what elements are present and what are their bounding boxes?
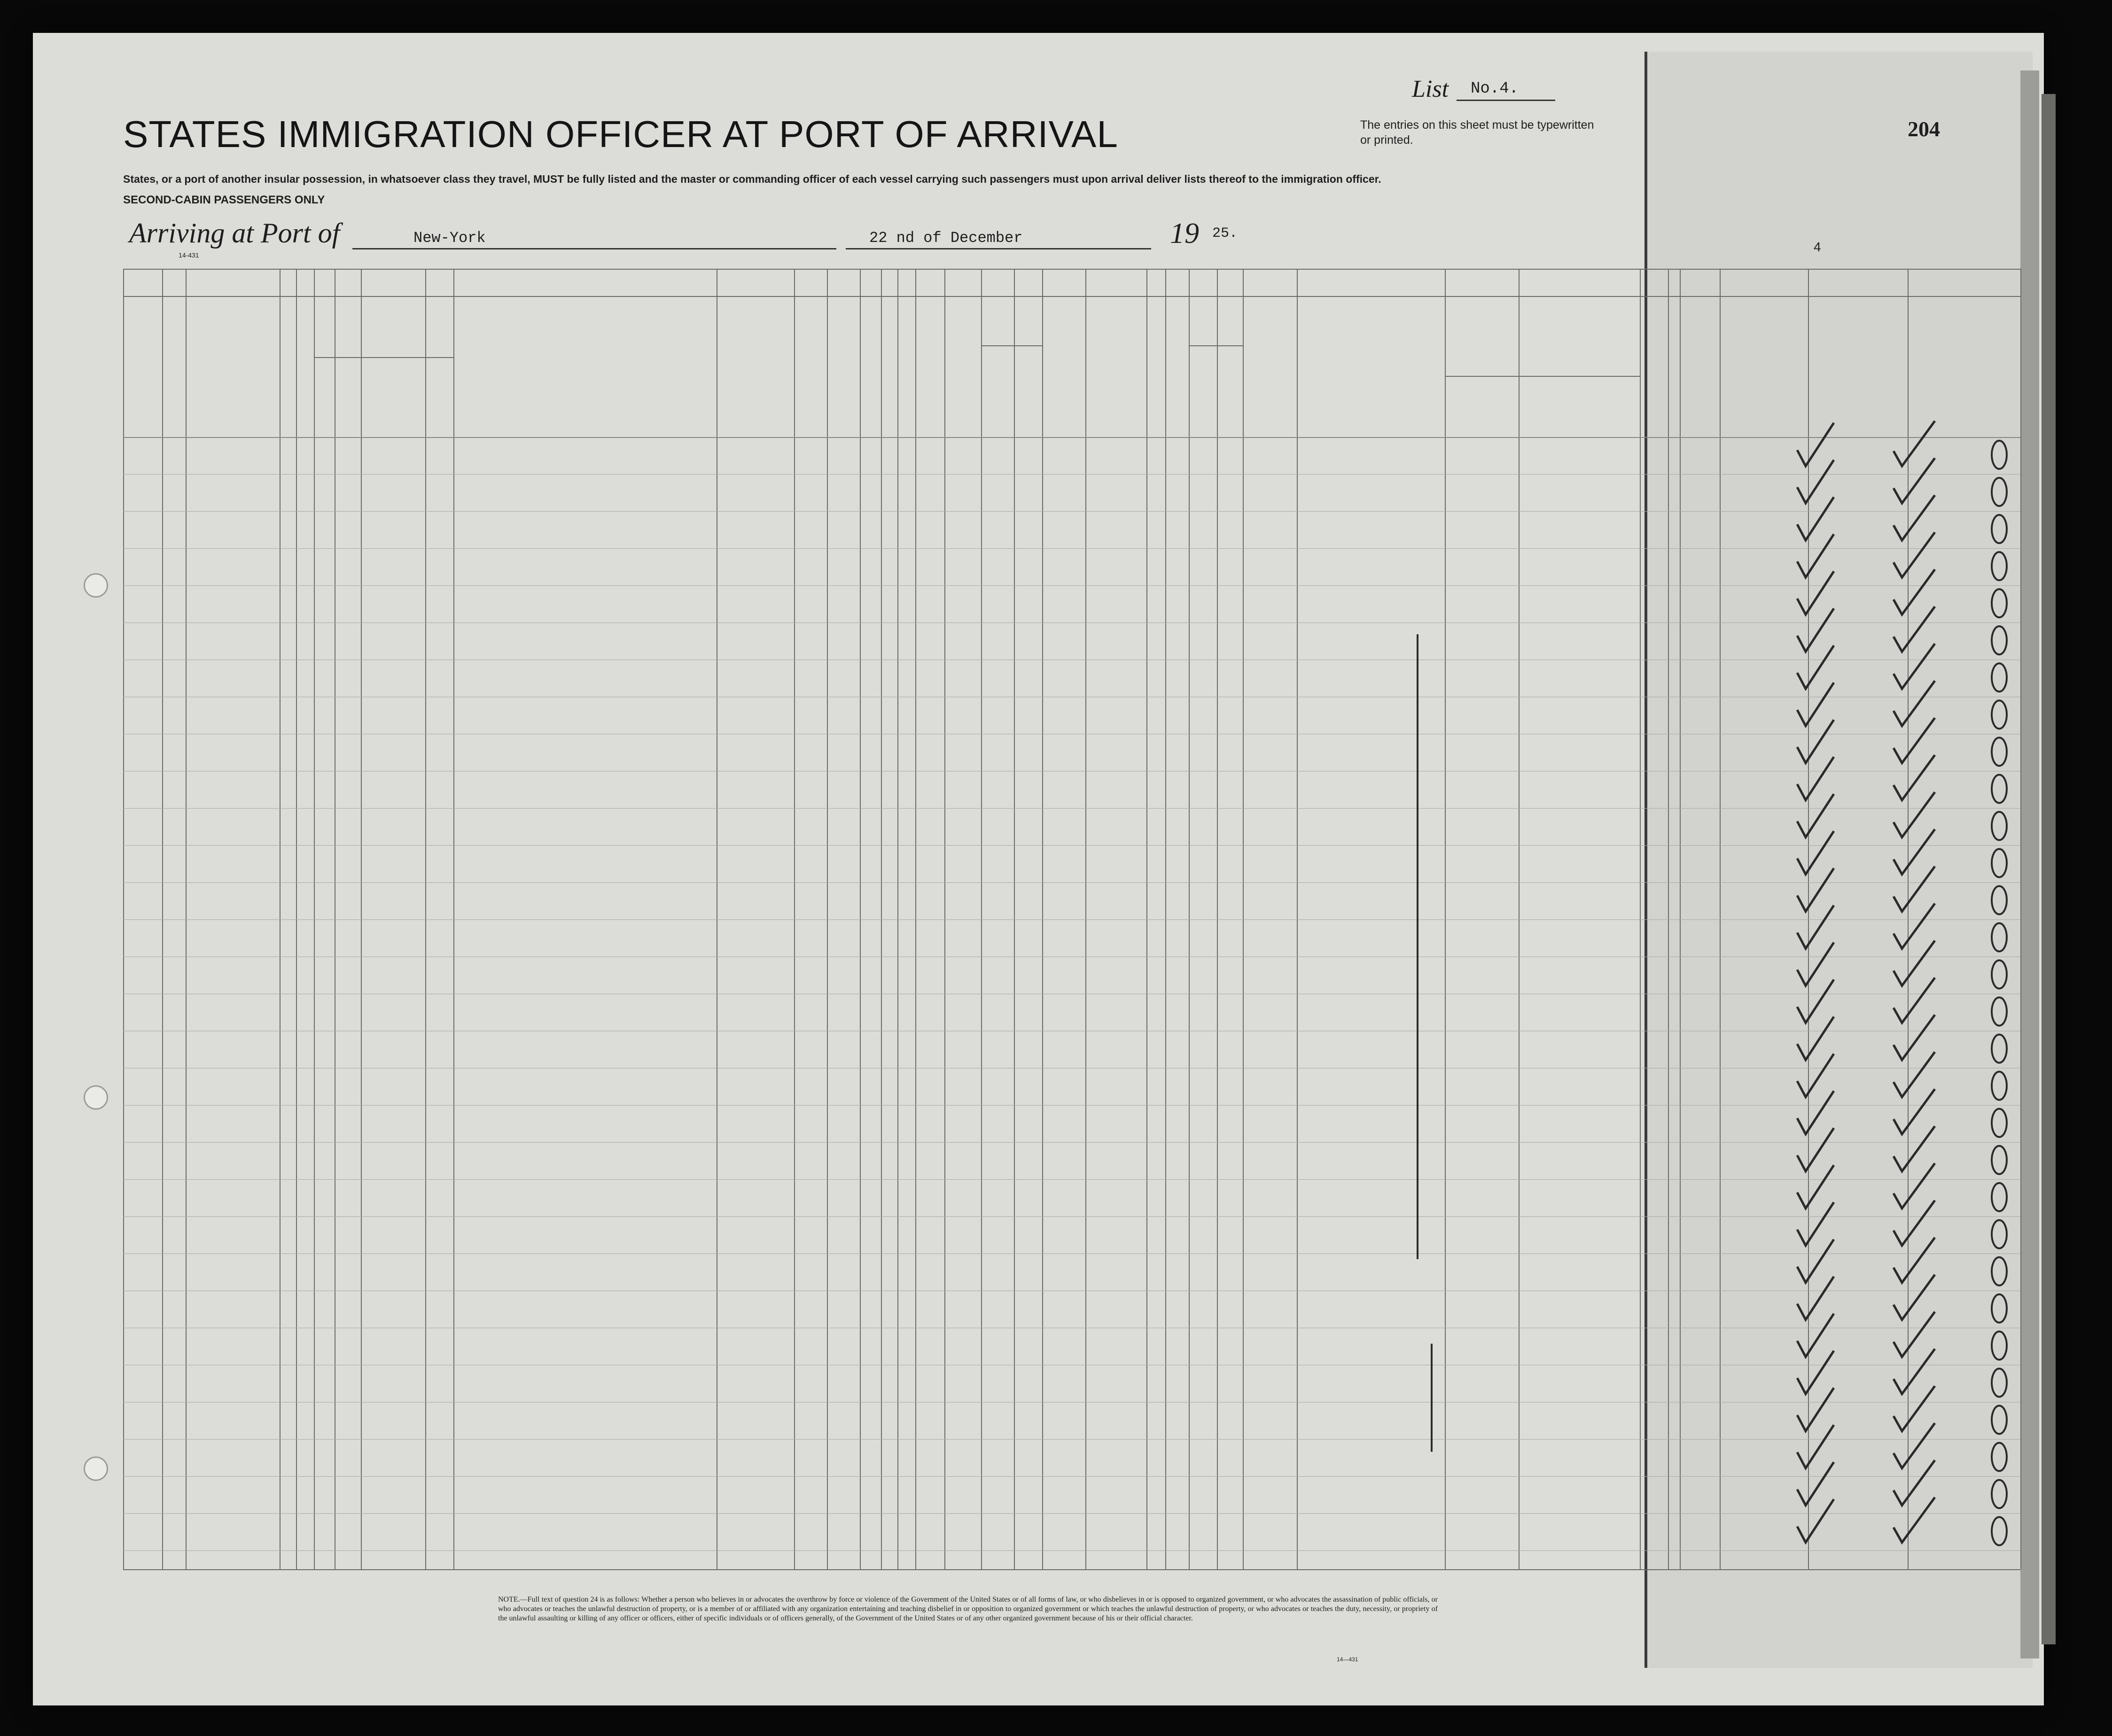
column-rule (1808, 269, 1809, 1569)
row-rule (123, 1216, 2020, 1217)
column-rule (794, 269, 795, 1569)
arriving-label: Arriving at Port of (129, 218, 340, 249)
subheader-rule (314, 357, 453, 358)
page-number: 204 (1908, 117, 1940, 141)
bottom-rule (123, 1569, 2020, 1570)
column-rule (1243, 269, 1244, 1569)
underline (352, 248, 836, 249)
column-rule (1908, 269, 1909, 1569)
column-rule (860, 269, 861, 1569)
arrival-port: New-York (413, 229, 486, 247)
column-rule (1217, 269, 1218, 1569)
row-rule (123, 1513, 2020, 1514)
subheader-rule (981, 345, 1042, 346)
column-rule (314, 269, 315, 1569)
row-rule (123, 882, 2020, 883)
ink-stroke (1431, 1344, 1433, 1452)
column-rule (1519, 269, 1520, 1569)
arrival-year-prefix: 19 (1170, 218, 1199, 249)
page-edge (2020, 70, 2039, 1658)
column-rule (123, 269, 124, 1569)
ink-stroke (1417, 634, 1418, 1259)
page-title: STATES IMMIGRATION OFFICER AT PORT OF ARRIVAL (123, 113, 1118, 155)
subheader-rule (1189, 345, 1243, 346)
margin-mark: 4 (1814, 240, 1821, 254)
column-rule (162, 269, 163, 1569)
column-rule (1042, 269, 1043, 1569)
right-page-fold (1644, 52, 2033, 1668)
column-rule (1445, 269, 1446, 1569)
column-rule (897, 269, 898, 1569)
column-rule (1680, 269, 1681, 1569)
question-24-note: NOTE.—Full text of question 24 is as follows: Whether a person who believes in or advocates the overthrow by force or violence of the Government of the United States or of all forms of law, or who disbelieves in or is opposed to organized government, or who advocates the assassination of public officials, or who advocates or teaches the unlawful destruction of property, or is a member of or affiliated with any organization entertaining and teaching disbelief in or opposition to organized government or which teaches the unlawful destruction of property, or who advocates or teaches the duty, necessity, or propriety of the unlawful assaulting or killing of any officer or officers, either of specific individuals or of officers generally, of the Government of the United States or of any other organized government because of his or their official character. (498, 1596, 1438, 1622)
binder-hole (84, 573, 108, 598)
column-rule (361, 269, 362, 1569)
footer-code: 14—431 (1337, 1656, 1358, 1663)
underline (846, 248, 1151, 249)
binder-hole (84, 1456, 108, 1481)
column-rule (453, 269, 454, 1569)
column-rule (1668, 269, 1669, 1569)
column-rule (186, 269, 187, 1569)
row-rule (123, 1179, 2020, 1180)
arrival-year-suffix: 25. (1212, 226, 1238, 241)
column-rule (1146, 269, 1147, 1569)
row-rule (123, 1142, 2020, 1143)
column-rule (881, 269, 882, 1569)
subheader-rule (1445, 376, 1640, 377)
column-rule (1189, 269, 1190, 1569)
row-rule (123, 511, 2020, 512)
arrival-date: 22 nd of December (869, 229, 1023, 247)
row-rule (123, 1439, 2020, 1440)
list-label: List (1412, 76, 1449, 102)
entries-note: The entries on this sheet must be typewritten or printed. (1360, 118, 1594, 147)
column-rule (981, 269, 982, 1569)
instruction-text: States, or a port of another insular possession, in whatsoever class they travel, MUST be fully listed and the master or commanding officer of each vessel carrying such passengers must upon arrival deliver lists thereof to the immigration officer. (123, 173, 1381, 185)
column-rule (1014, 269, 1015, 1569)
form-code: 14-431 (179, 251, 199, 259)
column-rule (1165, 269, 1166, 1569)
column-rule (1297, 269, 1298, 1569)
row-rule (123, 585, 2020, 586)
list-number: No.4. (1471, 80, 1519, 98)
column-rule (1640, 269, 1641, 1569)
column-rule (425, 269, 426, 1569)
page-edge (2042, 94, 2056, 1644)
underline (1457, 100, 1555, 101)
class-note: SECOND-CABIN PASSENGERS ONLY (123, 194, 325, 206)
binder-hole (84, 1085, 108, 1110)
row-rule (123, 1253, 2020, 1254)
row-rule (123, 845, 2020, 846)
row-rule (123, 548, 2020, 549)
column-rule (944, 269, 945, 1569)
row-rule (123, 808, 2020, 809)
column-rule (280, 269, 281, 1569)
row-rule (123, 919, 2020, 920)
header-rule (123, 269, 2020, 270)
row-rule (123, 1476, 2020, 1477)
column-rule (827, 269, 828, 1569)
row-rule (123, 1550, 2020, 1551)
column-rule (1085, 269, 1086, 1569)
column-rule (1720, 269, 1721, 1569)
column-rule (915, 269, 916, 1569)
column-rule (2020, 269, 2021, 1569)
row-rule (123, 474, 2020, 475)
column-rule (296, 269, 297, 1569)
header-rule (123, 296, 2020, 297)
